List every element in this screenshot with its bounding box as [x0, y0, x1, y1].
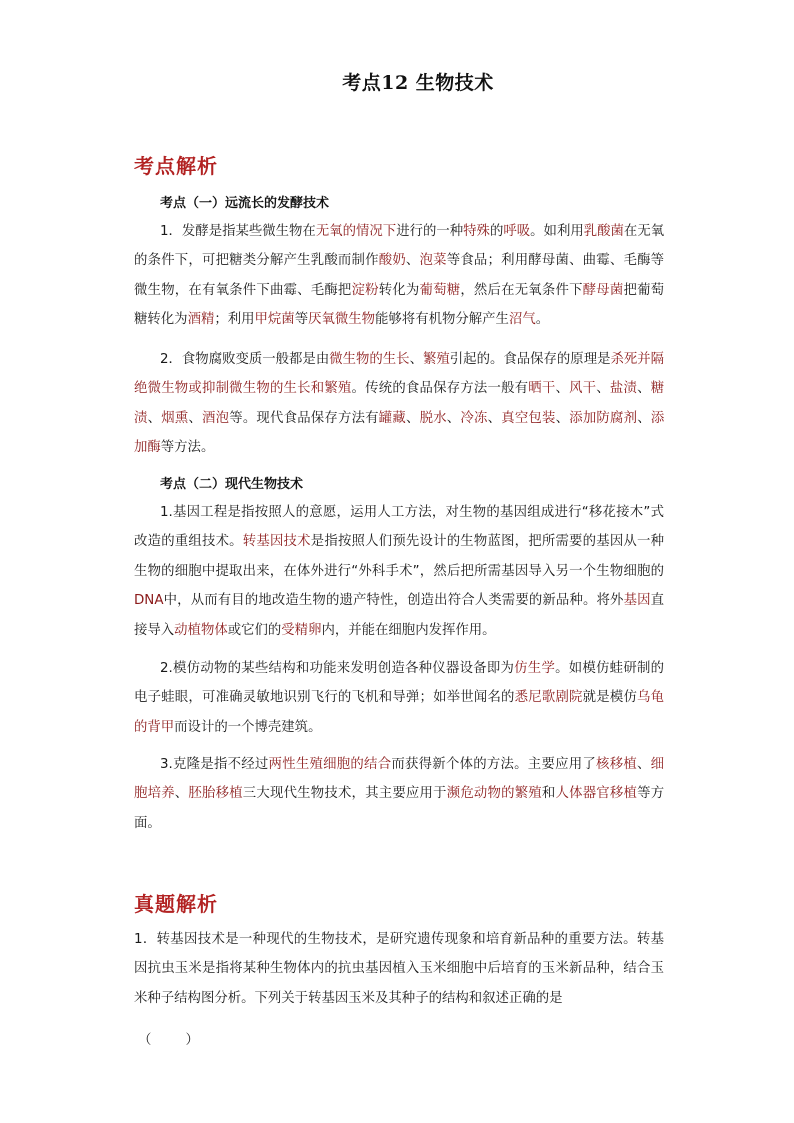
text-run: 而设计的一个博壳建筑。 — [174, 719, 322, 735]
text-run: 中，从而有目的地改造生物的遗产特性，创造出符合人类需要的新品种。将外 — [163, 593, 624, 609]
text-run: 等方法。 — [160, 440, 215, 456]
text-run: 3.克隆是指不经过 — [160, 757, 269, 772]
text-run: 等方面。 — [134, 786, 665, 831]
text-run: 在无氧的条件下，可把糖类分解产生乳酸而制作 — [134, 224, 665, 269]
text-run: 2．食物腐败变质一般都是由 — [160, 352, 330, 367]
highlighted-term: 微生物的生长 — [329, 352, 410, 367]
text-run: 是指按照人们预先设计的生物蓝图，把所需要的基因从一种生物的细胞中提取出来，在体外进行“外科手术”，然后把所需基因导入另一个生物细胞的 — [134, 534, 665, 579]
section-heading-analysis: 考点解析 — [134, 154, 218, 178]
text-run: 。如模仿蛙研制的电子蛙眼，可准确灵敏地识别飞行的飞机和导弹；如举世闻名的 — [134, 661, 664, 706]
text-run: 内，并能在细胞内发挥作用。 — [321, 622, 496, 638]
highlighted-term: DNA — [134, 593, 164, 609]
paragraph-bionics — [134, 654, 664, 742]
text-run: 和 — [541, 786, 556, 802]
text-run: 而获得新个体的方法。主要应用了 — [391, 757, 597, 772]
highlighted-term: 繁殖 — [422, 352, 450, 367]
section-heading-exam: 真题解析 — [134, 892, 218, 916]
answer-blank: （ ） — [138, 1033, 199, 1048]
text-run: 、 — [555, 410, 570, 426]
text-run: 、 — [188, 410, 203, 426]
highlighted-term: 濒危动物的繁殖 — [446, 786, 542, 802]
highlighted-term: 添加防腐剂 — [569, 410, 638, 426]
highlighted-term: 转基因技术 — [242, 534, 311, 550]
text-run: 三大现代生物技术，其主要应用于 — [242, 786, 447, 802]
text-run: 、 — [636, 757, 651, 772]
text-run: 能够将有机物分解产生 — [375, 312, 509, 328]
highlighted-term: 泡菜 — [419, 253, 447, 269]
text-run: 。 — [535, 312, 550, 328]
highlighted-term: 烟熏 — [161, 410, 189, 426]
paragraph-food-preservation — [134, 345, 664, 463]
text-run: 1.基因工程是指按照人的意愿，运用人工方法，对生物的基因组成进行“移花接木”式改造的重组技术。 — [134, 505, 664, 550]
highlighted-term: 受精卵 — [281, 622, 322, 638]
highlighted-term: 酒精 — [187, 312, 215, 328]
highlighted-term: 核移植 — [596, 757, 637, 772]
highlighted-term: 甲烷菌 — [254, 312, 295, 328]
question-1 — [134, 925, 664, 1013]
text-run: 1．转基因技术是一种现代的生物技术，是研究遗传现象和培育新品种的重要方法。转基因抗虫玉米是指将某种生物体内的抗虫基因植入玉米细胞中后培育的玉米新品种，结合玉米种子结构图分析。下列关于转基因玉米及其种子的结构和叙述正确的是 — [134, 932, 664, 1006]
highlighted-term: 特殊 — [463, 224, 490, 239]
highlighted-term: 真空包装 — [501, 410, 556, 426]
page-title: 考点12 生物技术 — [342, 72, 494, 94]
text-run: ；利用 — [214, 312, 255, 328]
text-run: 、 — [174, 786, 189, 802]
text-run: 直接导入 — [134, 593, 665, 638]
text-run: 。如利用 — [530, 224, 584, 239]
highlighted-term: 人体器官移植 — [555, 786, 638, 802]
subheading-modern-biotech: 考点（二）现代生物技术 — [160, 477, 304, 492]
text-run: 、 — [487, 410, 502, 426]
highlighted-term: 酵母菌 — [582, 282, 624, 298]
text-run: 、 — [409, 352, 423, 367]
text-run: 等食品；利用酵母菌、曲霉、毛酶等微生物，在有氧条件下曲霉、毛酶把 — [134, 253, 665, 298]
text-run: 的 — [489, 224, 504, 239]
text-run: 就是模仿 — [582, 690, 638, 706]
highlighted-term: 悉尼歌剧院 — [514, 690, 583, 706]
text-run: 把葡萄糖转化为 — [134, 282, 665, 328]
paragraph-genetic-engineering — [134, 498, 664, 645]
highlighted-term: 酸奶 — [378, 253, 406, 269]
text-run: 、 — [555, 381, 570, 397]
text-run: 2.模仿动物的某些结构和功能来发明创造各种仪器设备即为 — [160, 661, 515, 676]
text-run: 、 — [637, 410, 651, 426]
highlighted-term: 仿生学 — [514, 661, 556, 676]
highlighted-term: 晒干 — [528, 381, 556, 397]
text-run: 等。现代食品保存方法有 — [229, 410, 379, 426]
highlighted-term: 冷冻 — [460, 410, 488, 426]
highlighted-term: 基因 — [623, 593, 651, 609]
text-run: 等 — [294, 312, 309, 328]
text-run: 转化为 — [378, 282, 420, 298]
highlighted-term: 淀粉 — [351, 282, 379, 298]
highlighted-term: 细胞培养 — [134, 757, 665, 802]
text-run: 。传统的食品保存方法一般有 — [351, 381, 529, 397]
highlighted-term: 呼吸 — [503, 224, 531, 239]
text-run: 、 — [405, 253, 420, 269]
highlighted-term: 杀死并隔绝微生物或抑制微生物的生长和繁殖 — [134, 352, 665, 397]
text-run: 引起的。食品保存的原理是 — [449, 352, 611, 367]
highlighted-term: 两性生殖细胞的结合 — [268, 757, 392, 772]
highlighted-term: 脱水 — [419, 410, 447, 426]
highlighted-term: 酒泡 — [202, 410, 230, 426]
text-run: 、 — [637, 381, 651, 397]
subheading-fermentation: 考点（一）远流长的发酵技术 — [160, 196, 330, 211]
highlighted-term: 葡萄糖 — [419, 282, 461, 298]
text-run: 进行的一种 — [396, 224, 464, 239]
text-run: 、 — [405, 410, 420, 426]
highlighted-term: 乳酸菌 — [583, 224, 624, 239]
highlighted-term: 动植物体 — [174, 622, 228, 638]
highlighted-term: 添加酶 — [134, 410, 665, 456]
highlighted-term: 沼气 — [508, 312, 536, 328]
paragraph-cloning — [134, 750, 664, 838]
highlighted-term: 厌氧微生物 — [308, 312, 376, 328]
text-run: 或它们的 — [227, 622, 282, 638]
highlighted-term: 无氧的情况下 — [315, 224, 397, 239]
text-run: 、 — [596, 381, 610, 397]
highlighted-term: 乌龟的背甲 — [134, 690, 665, 735]
highlighted-term: 盐渍 — [609, 381, 638, 397]
text-run: 1．发酵是指某些微生物在 — [160, 224, 316, 239]
text-run: 、 — [446, 410, 461, 426]
text-run: 、 — [147, 410, 162, 426]
highlighted-term: 风干 — [569, 381, 597, 397]
text-run: ，然后在无氧条件下 — [460, 282, 583, 298]
paragraph-fermentation — [134, 217, 664, 335]
highlighted-term: 罐藏 — [378, 410, 406, 426]
highlighted-term: 胚胎移植 — [188, 786, 243, 802]
highlighted-term: 糖渍 — [134, 381, 665, 426]
